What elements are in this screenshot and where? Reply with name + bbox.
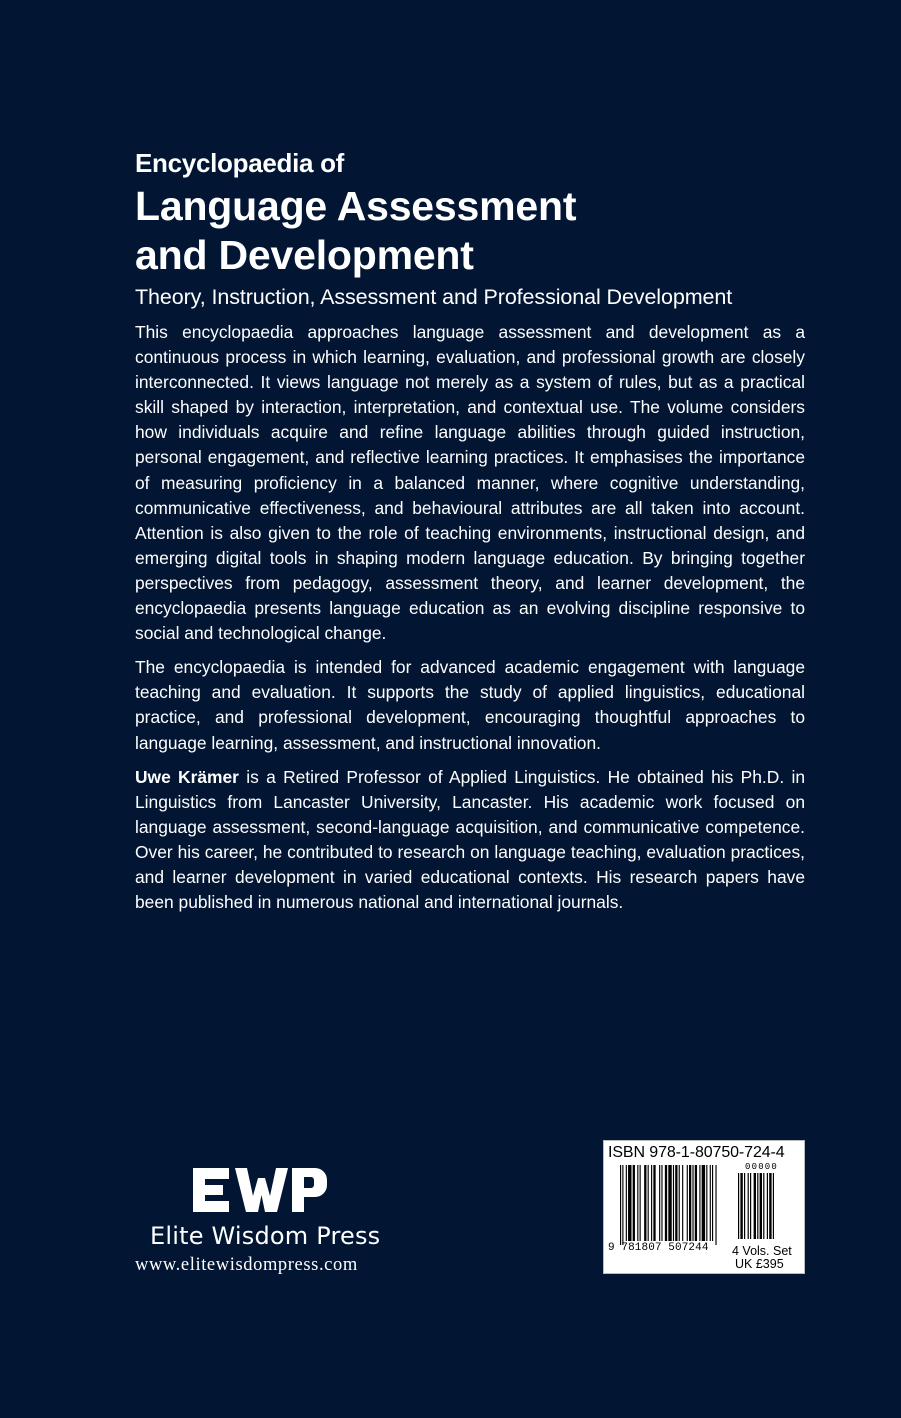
price: UK £395	[735, 1257, 784, 1271]
author-bio-paragraph	[135, 765, 805, 916]
audience-paragraph: The encyclopaedia is intended for advanced academic engagement with language teaching and evaluation. It supports the study of applied linguistics, educational practice, and professional development, encouraging thoughtful approaches to language learning, assessment, and instructional innovation.	[135, 657, 805, 753]
ewp-logo-icon	[193, 1168, 327, 1212]
barcode-digits: 9 781807 507244	[608, 1242, 709, 1254]
title-prefix: Encyclopaedia of	[135, 148, 345, 178]
volume-count: 4 Vols. Set	[732, 1244, 792, 1258]
publisher-website: www.elitewisdompress.com	[135, 1255, 358, 1275]
subtitle: Theory, Instruction, Assessment and Professional Development	[135, 285, 733, 309]
isbn-label: ISBN 978-1-80750-724-4	[608, 1144, 785, 1161]
title-block	[135, 146, 815, 311]
publisher-logo	[135, 1168, 395, 1212]
author-bio: is a Retired Professor of Applied Linguistics. He obtained his Ph.D. in Linguistics from Lancaster University, Lancaster. His academic work focused on language assessment, second-language acquisition, and communicative competence. Over his career, he contributed to research on language teaching, evaluation practices, and learner development in varied educational contexts. His research papers have been published in numerous national and international journals.	[135, 766, 805, 913]
description-paragraph: This encyclopaedia approaches language assessment and development as a continuous process in which learning, evaluation, and professional growth are closely interconnected. It views language not merely as a system of rules, but as a practical skill shaped by interaction, interpretation, and contextual use. The volume considers how individuals acquire and refine language abilities through guided instruction, personal engagement, and reflective learning practices. It emphasises the importance of measuring proficiency in a balanced manner, where cognitive understanding, communicative effectiveness, and behavioural attributes are all taken into account. Attention is also given to the role of teaching environments, instructional design, and emerging digital tools in shaping modern language education. By bringing together perspectives from pedagogy, assessment theory, and learner development, the encyclopaedia presents language education as an evolving discipline responsive to social and technological change.	[135, 322, 805, 644]
blurb	[135, 320, 805, 924]
addon-digits: 00000	[745, 1162, 779, 1172]
publisher-name: Elite Wisdom Press	[150, 1222, 381, 1250]
main-title-line-2: and Development	[135, 232, 474, 278]
author-name: Uwe Krämer	[135, 766, 239, 787]
barcode-box	[603, 1140, 805, 1274]
main-title-line-1: Language Assessment	[135, 183, 577, 229]
